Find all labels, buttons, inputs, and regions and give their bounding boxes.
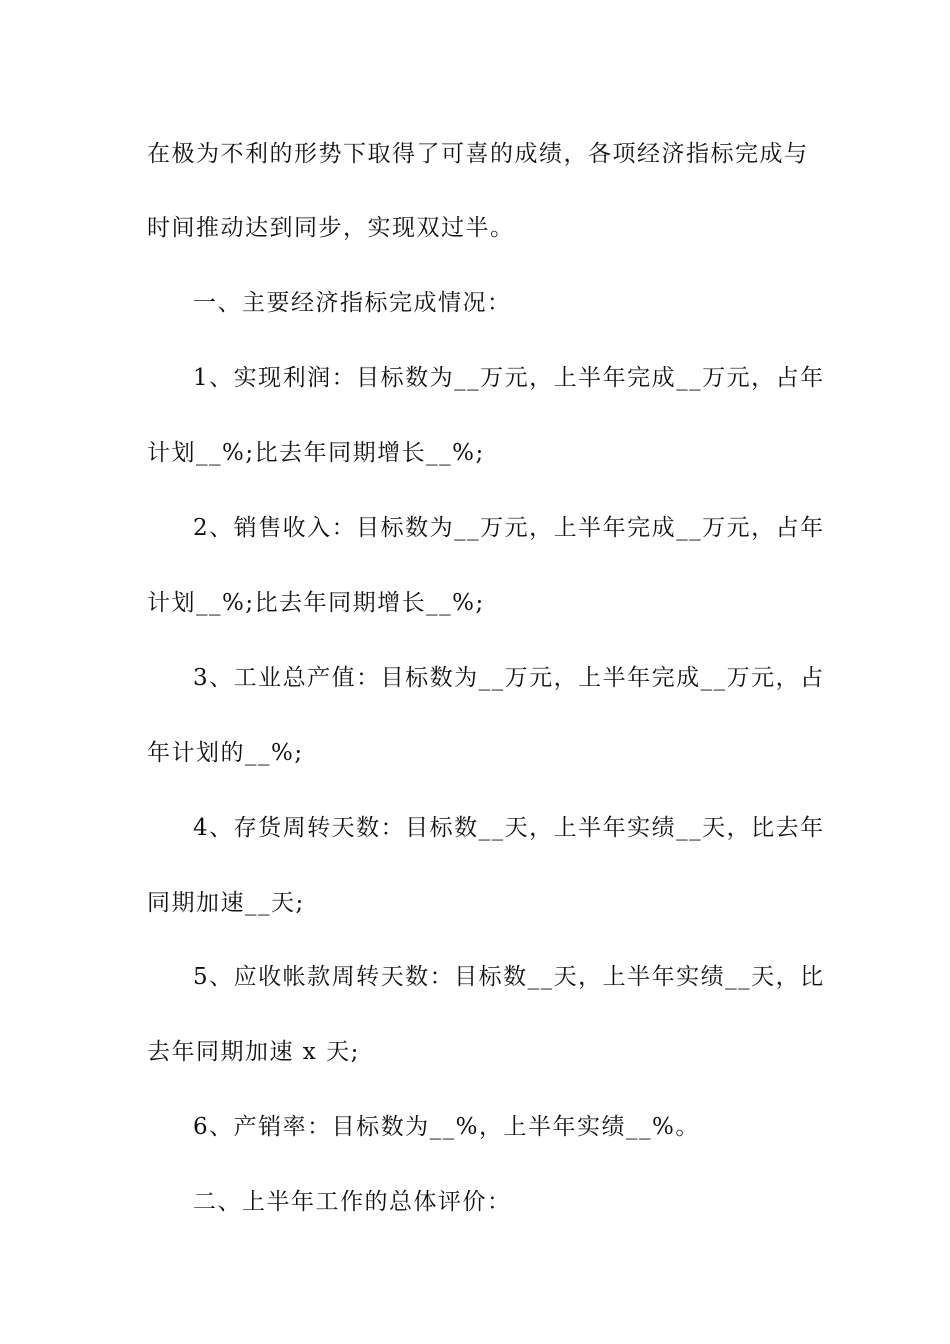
paragraph-line: 在极为不利的形势下取得了可喜的成绩，各项经济指标完成与: [147, 141, 809, 167]
list-item: 5、应收帐款周转天数：目标数__天，上半年实绩__天，比: [193, 964, 825, 990]
section-heading: 一、主要经济指标完成情况：: [193, 290, 512, 316]
list-item-continuation: 去年同期加速 x 天;: [147, 1039, 360, 1065]
list-item-continuation: 计划__%;比去年同期增长__%;: [147, 590, 485, 616]
list-item-continuation: 同期加速__天;: [147, 890, 305, 916]
list-item: 6、产销率：目标数为__%，上半年实绩__%。: [193, 1114, 700, 1140]
list-item: 3、工业总产值：目标数为__万元，上半年完成__万元，占: [193, 665, 825, 691]
paragraph-line: 时间推动达到同步，实现双过半。: [147, 215, 515, 241]
list-item-continuation: 计划__%;比去年同期增长__%;: [147, 440, 485, 466]
list-item-continuation: 年计划的__%;: [147, 740, 304, 766]
list-item: 4、存货周转天数：目标数__天，上半年实绩__天，比去年: [193, 815, 825, 841]
list-item: 2、销售收入：目标数为__万元，上半年完成__万元，占年: [193, 515, 825, 541]
list-item: 1、实现利润：目标数为__万元，上半年完成__万元，占年: [193, 365, 825, 391]
section-heading: 二、上半年工作的总体评价：: [193, 1189, 512, 1215]
